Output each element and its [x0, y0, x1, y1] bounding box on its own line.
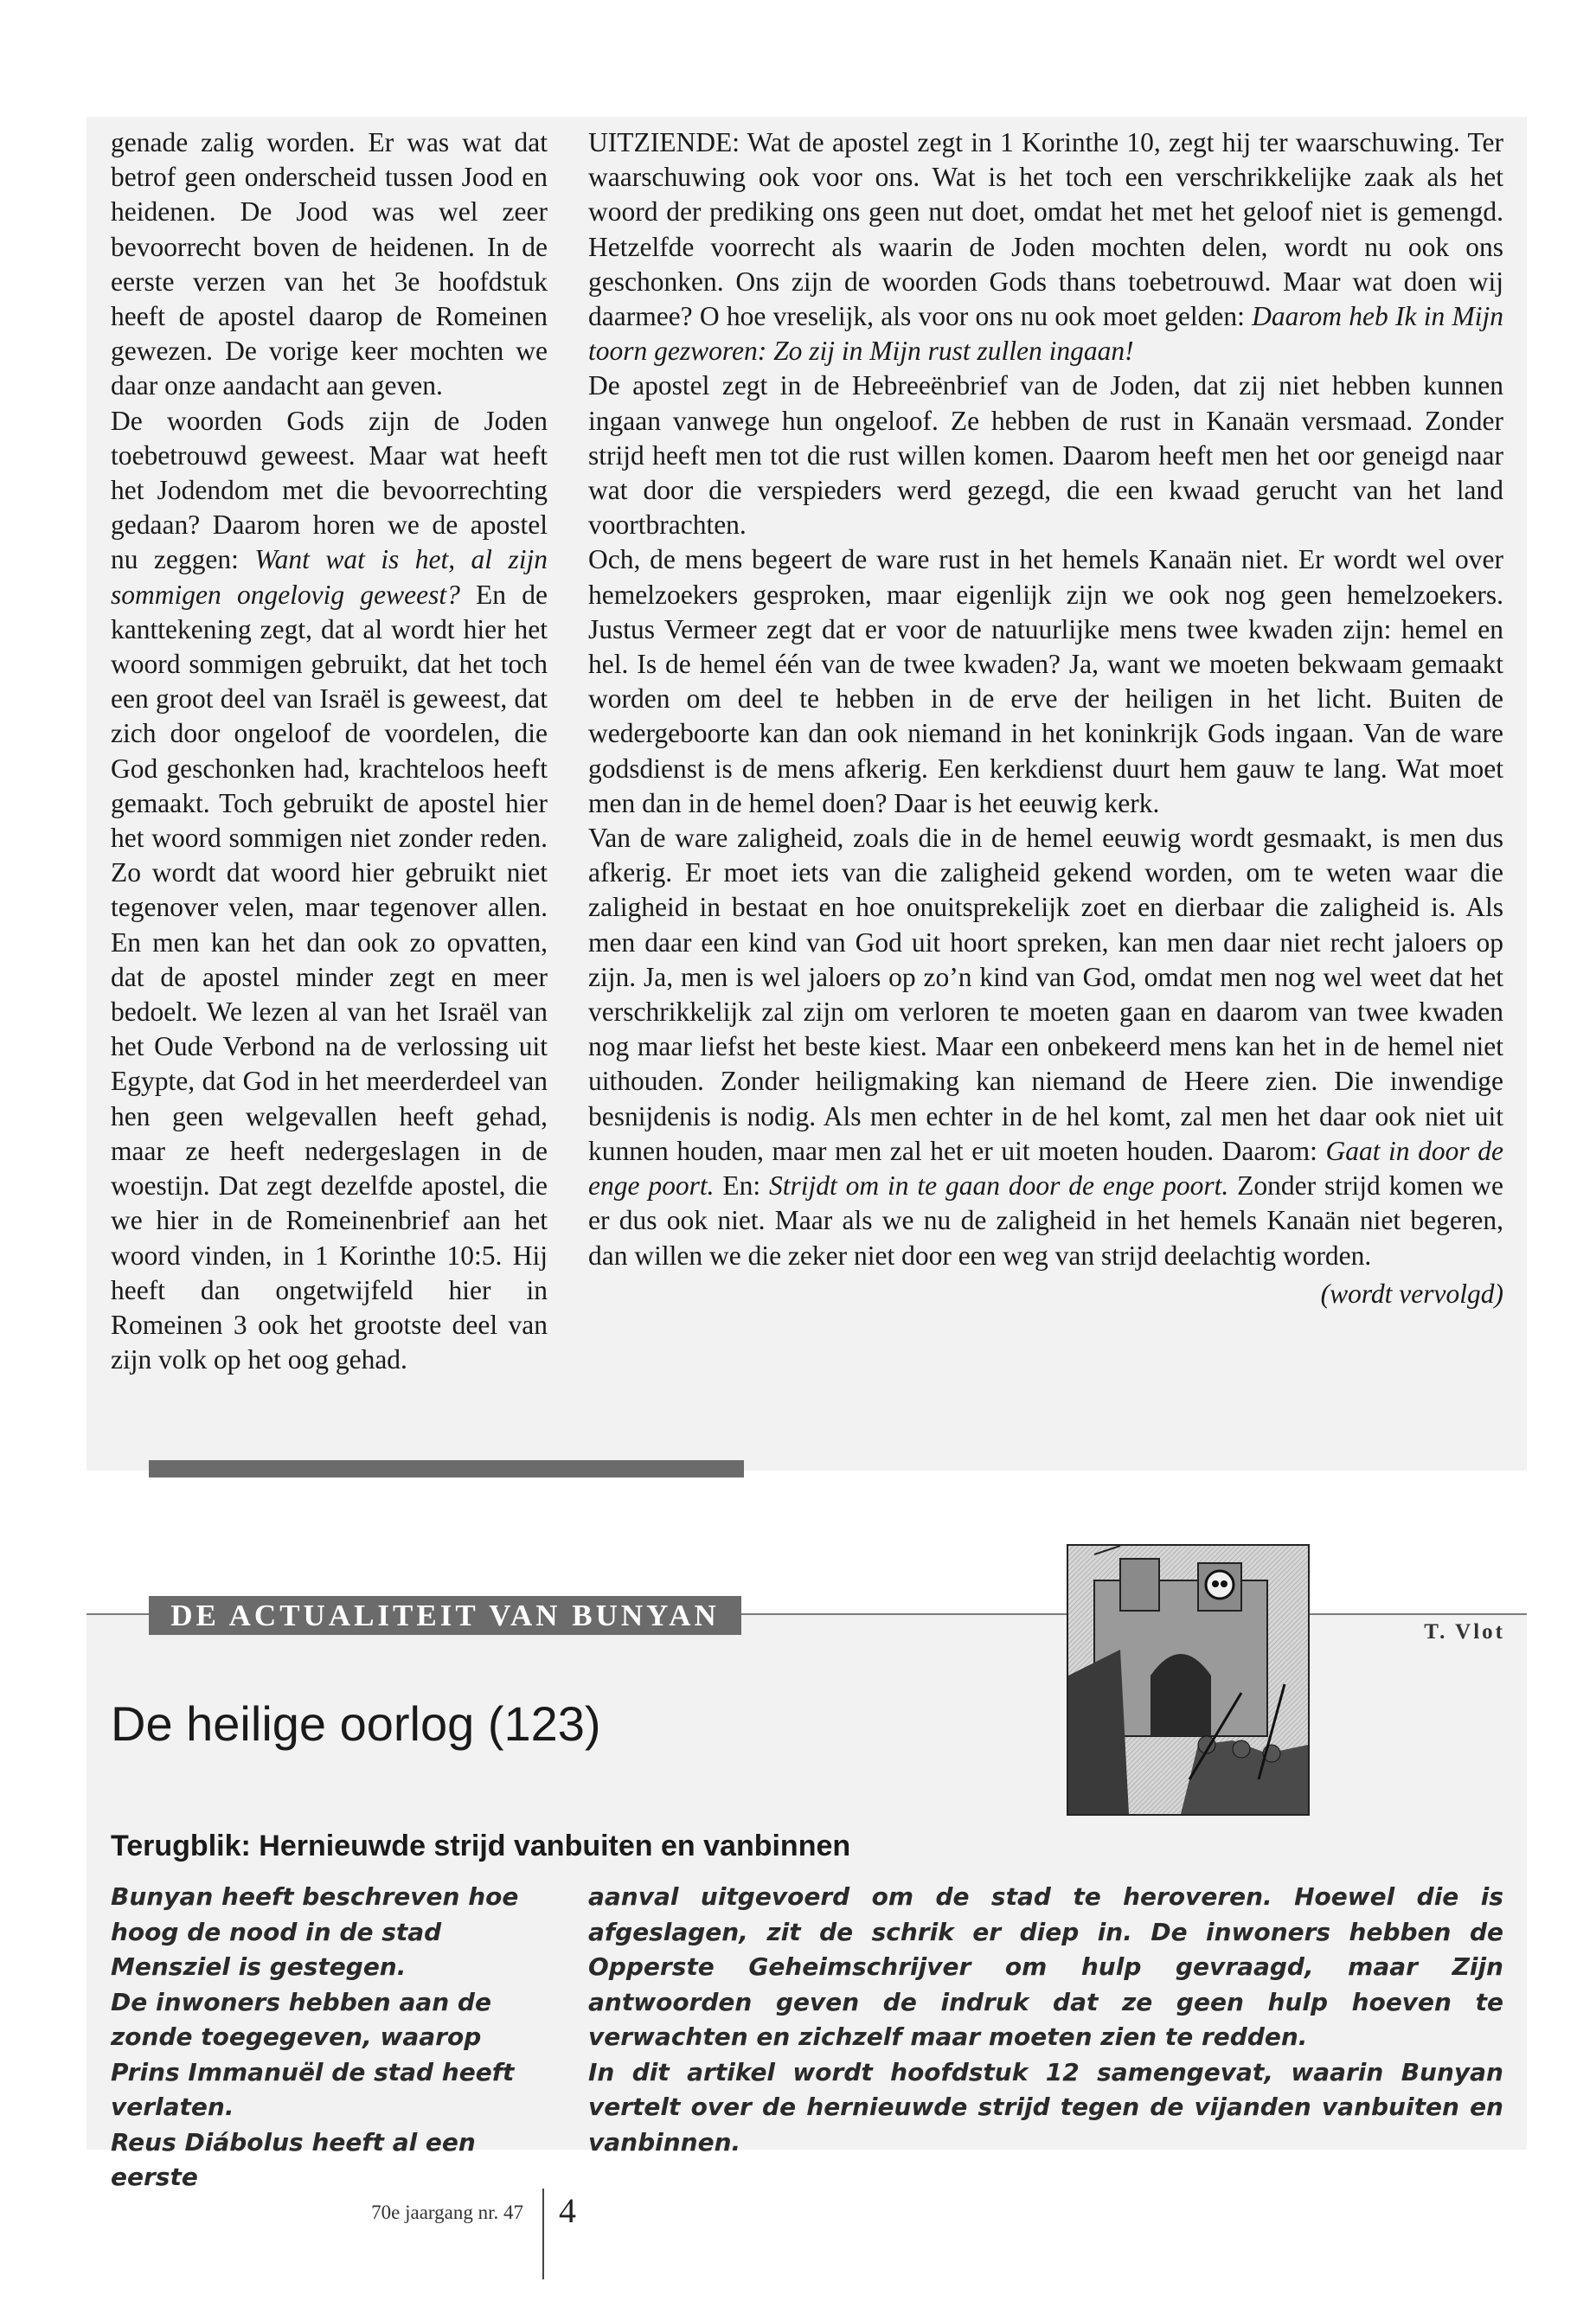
footer-divider — [542, 2189, 544, 2279]
scripture-quote: Gaat in door de enge poort. — [588, 1135, 1503, 1202]
intro-paragraph: De inwoners hebben aan de zonde toegegeven, waarop Prins Immanuël de stad heeft verlaten. — [111, 1987, 515, 2121]
page-number: 4 — [559, 2191, 576, 2230]
article-subtitle: Terugblik: Hernieuwde strijd vanbuiten en vanbinnen — [111, 1830, 851, 1862]
section-label: DE ACTUALITEIT VAN BUNYAN — [149, 1596, 741, 1635]
intro-paragraph: Bunyan heeft beschreven hoe hoog de nood in de stad Mensziel is gestegen. — [111, 1882, 519, 1981]
intro-paragraph: Reus Diábolus heeft al een eerste — [111, 2127, 476, 2191]
journal-issue: 70e jaargang nr. 47 — [371, 2202, 523, 2223]
paragraph: De woorden Gods zijn de Joden toebetrouwd geweest. Maar wat heeft het Jodendom met die bevoorrechting gedaan? Daarom horen we de apostel nu zeggen: Want wat is het, al zijn sommigen ongelovig geweest? En de kanttekening zegt, dat al wordt hier het woord sommigen gebruikt, dat het toch een groot deel van Israël is geweest, dat zich door ongeloof de voordelen, die God geschonken had, krachteloos heeft gemaakt. Toch gebruikt de apostel hier het woord sommigen niet zonder reden. Zo wordt dat woord hier gebruikt niet tegenover velen, maar tegenover allen. En men kan het dan ook zo opvatten, dat de apostel minder zegt en meer bedoelt. We lezen al van het Israël van het Oude Verbond na de verlossing uit Egypte, dat God in het meerderdeel van hen geen welgevallen heeft gehad, maar ze heeft nedergeslagen in de woestijn. Dat zegt dezelfde apostel, die we hier in de Romeinenbrief aan het woord vinden, in 1 Korinthe 10:5. Hij heeft dan ongetwijfeld hier in Romeinen 3 ook het grootste deel van zijn volk op het oog gehad. — [111, 405, 548, 1375]
article-title: De heilige oorlog (123) — [111, 1696, 601, 1751]
woodcut-illustration — [1067, 1544, 1310, 1816]
paragraph: UITZIENDE: Wat de apostel zegt in 1 Korinthe 10, zegt hij ter waarschuwing. Ter waarschuwing ook voor ons. Wat is het toch een verschrikkelijke zaak als het woord der prediking ons geen nut doet, omdat het met het geloof niet is gemengd. Hetzelfde voorrecht als waarin de Joden mochten delen, wordt nu ook ons geschonken. Ons zijn de woorden Gods thans toebetrouwd. Maar wat doen wij daarmee? O hoe vreselijk, als voor ons nu ook moet gelden: Daarom heb Ik in Mijn toorn gezworen: Zo zij in Mijn rust zullen ingaan! — [588, 127, 1503, 367]
article-left-column — [111, 125, 548, 1377]
scripture-quote: Strijdt om in te gaan door de enge poort. — [768, 1170, 1229, 1202]
intro-left-column — [111, 1880, 548, 2195]
paragraph: Och, de mens begeert de ware rust in het hemels Kanaän niet. Er wordt wel over hemelzoekers gesproken, maar eigenlijk zijn we ook nog geen hemelzoekers. Justus Vermeer zegt dat er voor de natuurlijke mens twee kwaden zijn: hemel en hel. Is de hemel één van de twee kwaden? Ja, want we moeten bekwaam gemaakt worden om deel te hebben in de erve der heiligen in het licht. Buiten de wedergeboorte kan dan ook niemand in het koninkrijk Gods ingaan. Van de ware godsdienst is de mens afkerig. Een kerkdienst duurt hem gauw te lang. Wat moet men dan in de hemel doen? Daar is het eeuwig kerk. — [588, 544, 1503, 818]
author-name: T. Vlot — [1424, 1620, 1505, 1644]
intro-paragraph: In dit artikel wordt hoofdstuk 12 samengevat, waarin Bunyan vertelt over de hernieuwde strijd tegen de vijanden vanbuiten en vanbinnen. — [588, 2057, 1503, 2157]
intro-right-column — [588, 1880, 1503, 2160]
paragraph: Van de ware zaligheid, zoals die in de hemel eeuwig wordt gesmaakt, is men dus afkerig. Er moet iets van die zaligheid gekend worden, om te weten waar die zaligheid in bestaat en hoe onuitsprekelijk zoet en dierbaar die zaligheid is. Als men daar een kind van God uit hoort spreken, kan men daar niet recht jaloers op zijn. Ja, men is wel jaloers op zo’n kind van God, omdat men nog wel weet dat het verschrikkelijk zal zijn om verloren te moeten gaan en daarom van twee kwaden nog maar liefst het beste kiest. Maar een onbekeerd mens kan het in de hemel niet uithouden. Zonder heiligmaking kan niemand de Heere zien. Die inwendige besnijdenis is nodig. Als men echter in de hel komt, zal men het daar ook niet uit kunnen houden, maar men zal het er uit moeten houden. Daarom: Gaat in door de enge poort. En: Strijdt om in te gaan door de enge poort. Zonder strijd komen we er dus ook niet. Maar als we nu de zaligheid in het hemels Kanaän niet begeren, dan willen we die zeker niet door een weg van strijd deelachtig worden. — [588, 823, 1503, 1271]
paragraph: genade zalig worden. Er was wat dat betrof geen onderscheid tussen Jood en heidenen. De Jood was wel zeer bevoorrecht boven de heidenen. In de eerste verzen van het 3e hoofdstuk heeft de apostel daarop de Romeinen gewezen. De vorige keer mochten we daar onze aandacht aan geven. — [111, 127, 548, 401]
scripture-quote: Want wat is het, al zijn sommigen ongelovig geweest? — [111, 544, 548, 610]
continued-note: (wordt vervolgd) — [1320, 1278, 1503, 1309]
intro-paragraph: aanval uitgevoerd om de stad te heroveren. Hoewel die is afgeslagen, zit de schrik er diep in. De inwoners hebben de Opperste Geheimschrijver om hulp gevraagd, maar Zijn antwoorden geven de indruk dat ze geen hulp hoeven te verwachten en zichzelf maar moeten zien te redden. — [588, 1882, 1503, 2051]
divider-bar — [149, 1460, 744, 1477]
paragraph: De apostel zegt in de Hebreeënbrief van de Joden, dat zij niet hebben kunnen ingaan vanwege hun ongeloof. Ze hebben de rust in Kanaän versmaad. Zonder strijd heeft men tot die rust willen komen. Daarom heeft men het oor geneigd naar wat door die verspieders werd gezegd, die een kwaad gerucht van het land voortbrachten. — [588, 370, 1503, 541]
scripture-quote: Daarom heb Ik in Mijn toorn gezworen: Zo zij in Mijn rust zullen ingaan! — [588, 301, 1503, 367]
article-right-column — [588, 125, 1503, 1311]
